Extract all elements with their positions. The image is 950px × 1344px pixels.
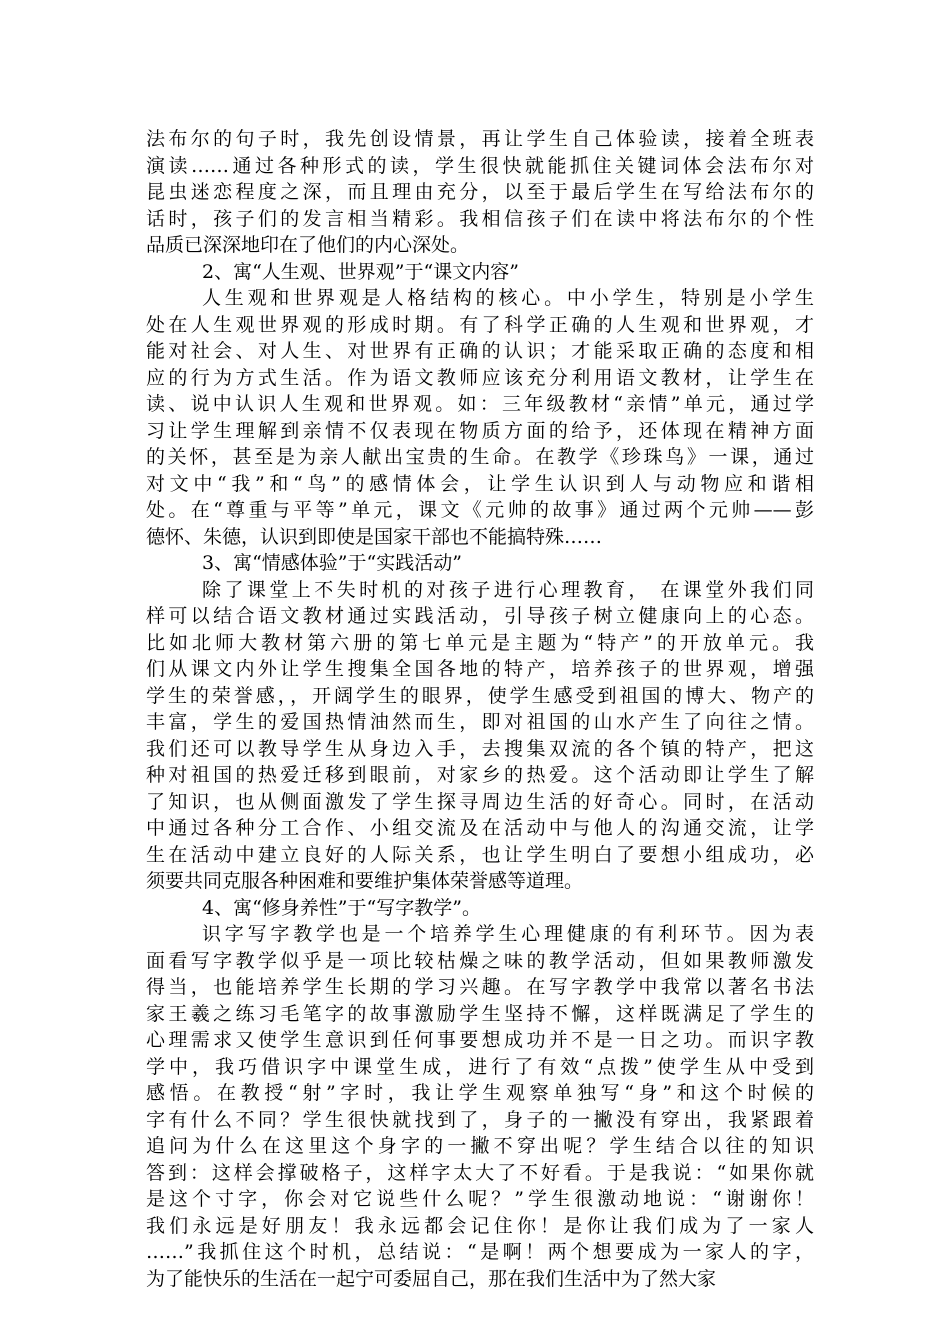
heading-text: 2、寓“人生观、世界观”于“课文内容” — [202, 260, 519, 283]
paragraph-line: 字有什么不同？学生很快就找到了，身子的一撇没有穿出，我紧跟着 — [146, 1108, 814, 1131]
paragraph-line: 识字写字教学也是一个培养学生心理健康的有利环节。因为表 — [202, 923, 814, 945]
paragraph-line: 是这个寸字，你会对它说些什么呢？”学生很激动地说：“谢谢你！ — [146, 1188, 814, 1210]
paragraph-line: ……”我抓住这个时机，总结说：“是啊！两个想要成为一家人的字， — [146, 1241, 814, 1263]
paragraph-line: 昆虫迷恋程度之深，而且理由充分，以至于最后学生在写给法布尔的 — [146, 181, 814, 203]
body-paragraph — [146, 285, 814, 550]
section-heading — [146, 259, 814, 286]
body-paragraph — [146, 577, 814, 895]
paragraph-line: 除了课堂上不失时机的对孩子进行心理教育， 在课堂外我们同 — [202, 578, 814, 601]
paragraph-line: 心理需求又使学生意识到任何事要想成功并不是一日之功。而识字教 — [146, 1029, 814, 1051]
paragraph-line: 须要共同克服各种困难和要维护集体荣誉感等道理。 — [146, 870, 584, 892]
paragraph-line: 处。在“尊重与平等”单元，课文《元帅的故事》通过两个元帅——彭 — [146, 499, 814, 521]
heading-text: 3、寓“情感体验”于“实践活动” — [202, 552, 462, 574]
document-page — [146, 126, 814, 1292]
paragraph-line: 德怀、朱德，认识到即使是国家干部也不能搞特殊…… — [146, 525, 603, 548]
body-paragraph — [146, 921, 814, 1292]
paragraph-line: 生在活动中建立良好的人际关系，也让学生明白了要想小组成功，必 — [146, 843, 814, 866]
paragraph-line: 法布尔的句子时，我先创设情景，再让学生自己体验读，接着全班表 — [146, 128, 814, 150]
heading-text: 4、寓“修身养性”于“写字教学”。 — [202, 896, 481, 919]
paragraph-line: 追问为什么在这里这个身字的一撇不穿出呢？学生结合以往的知识 — [146, 1135, 814, 1157]
paragraph-line: 应的行为方式生活。作为语文教师应该充分利用语文教材，让学生在 — [146, 366, 814, 389]
paragraph-line: 丰富，学生的爱国热情油然而生，即对祖国的山水产生了向往之情。 — [146, 711, 814, 733]
paragraph-line: 处在人生观世界观的形成时期。有了科学正确的人生观和世界观，才 — [146, 313, 814, 336]
paragraph-line: 的关怀，甚至是为亲人献出宝贵的生命。在教学《珍珠鸟》一课，通过 — [146, 446, 814, 468]
body-paragraph — [146, 126, 814, 259]
paragraph-line: 为了能快乐的生活在一起宁可委屈自己，那在我们生活中为了然大家 — [146, 1267, 717, 1290]
paragraph-line: 品质已深深地印在了他们的内心深处。 — [146, 234, 470, 256]
paragraph-line: 演读……通过各种形式的读，学生很快就能抓住关键词体会法布尔对 — [146, 154, 814, 177]
paragraph-line: 对文中“我”和“鸟”的感情体会，让学生认识到人与动物应和谐相 — [146, 472, 814, 495]
paragraph-line: 家王羲之练习毛笔字的故事激励学生坚持不懈，这样既满足了学生的 — [146, 1002, 814, 1025]
paragraph-line: 得当，也能培养学生长期的学习兴趣。在写字教学中我常以著名书法 — [146, 976, 814, 998]
section-heading — [146, 550, 814, 577]
paragraph-line: 我们永远是好朋友！我永远都会记住你！是你让我们成为了一家人 — [146, 1214, 814, 1237]
paragraph-line: 学中，我巧借识字中课堂生成，进行了有效“点拨”使学生从中受到 — [146, 1055, 814, 1078]
paragraph-line: 我们还可以教导学生从身边入手，去搜集双流的各个镇的特产，把这 — [146, 737, 814, 760]
paragraph-line: 人生观和世界观是人格结构的核心。中小学生，特别是小学生 — [202, 287, 814, 309]
paragraph-line: 比如北师大教材第六册的第七单元是主题为“特产”的开放单元。我 — [146, 631, 814, 654]
paragraph-line: 读、说中认识人生观和世界观。如：三年级教材“亲情”单元，通过学 — [146, 393, 814, 415]
section-heading — [146, 895, 814, 922]
paragraph-line: 了知识，也从侧面激发了学生探寻周边生活的好奇心。同时，在活动 — [146, 790, 814, 813]
paragraph-line: 学生的荣誉感，，开阔学生的眼界，使学生感受到祖国的博大、物产的 — [146, 684, 814, 707]
paragraph-line: 种对祖国的热爱迁移到眼前，对家乡的热爱。这个活动即让学生了解 — [146, 764, 814, 786]
paragraph-line: 们从课文内外让学生搜集全国各地的特产，培养孩子的世界观，增强 — [146, 658, 814, 680]
paragraph-line: 答到：这样会撑破格子，这样字太大了不好看。于是我说：“如果你就 — [146, 1161, 814, 1184]
paragraph-line: 能对社会、对人生、对世界有正确的认识；才能采取正确的态度和相 — [146, 340, 814, 362]
paragraph-line: 感悟。在教授“射”字时，我让学生观察单独写“身”和这个时候的 — [146, 1082, 814, 1104]
paragraph-line: 样可以结合语文教材通过实践活动，引导孩子树立健康向上的心态。 — [146, 605, 814, 627]
paragraph-line: 面看写字教学似乎是一项比较枯燥之味的教学活动，但如果教师激发 — [146, 949, 814, 972]
paragraph-line: 中通过各种分工合作、小组交流及在活动中与他人的沟通交流，让学 — [146, 817, 814, 839]
paragraph-line: 话时，孩子们的发言相当精彩。我相信孩子们在读中将法布尔的个性 — [146, 207, 814, 230]
paragraph-line: 习让学生理解到亲情不仅表现在物质方面的给予，还体现在精神方面 — [146, 419, 814, 442]
